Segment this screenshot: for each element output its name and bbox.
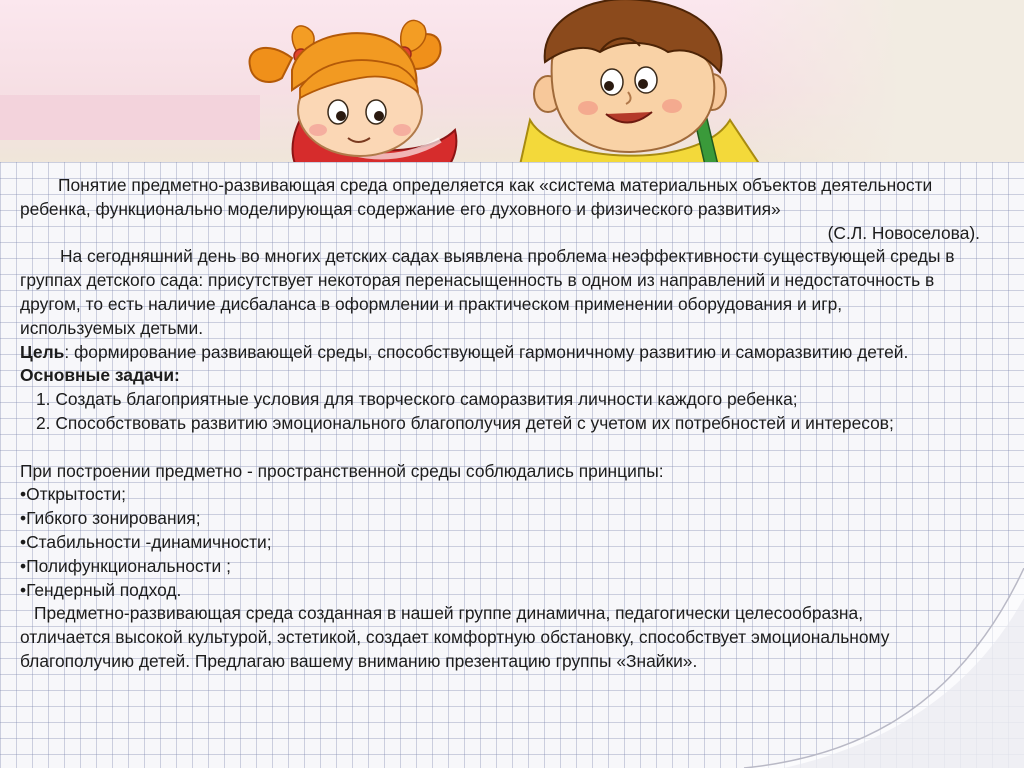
header-illustration [0, 0, 1024, 165]
tasks-heading: Основные задачи: [20, 365, 180, 386]
main-text [20, 174, 995, 674]
problem-line-2: группах детского сада: присутствует некоторая перенасыщенность в одном из направлений и недостаточность в [20, 270, 935, 291]
goal-paragraph [20, 341, 995, 365]
principles-intro: При построении предметно - пространственной среды соблюдались принципы: [20, 460, 664, 481]
principle-item-4: •Полифункциональности ; [20, 555, 231, 576]
girl-illustration [250, 20, 457, 165]
problem-line-4: используемых детьми. [20, 317, 204, 338]
intro-line-1: Понятие предметно-развивающая среда определяется как «система материальных объектов деятельности [58, 175, 933, 195]
conclusion-line-3: благополучию детей. Предлагаю вашему вниманию презентацию группы «Знайки». [20, 650, 698, 671]
intro-line-2: ребенка, функционально моделирующая содержание его духовного и физического развития» [20, 198, 781, 219]
goal-label: Цель [20, 341, 65, 362]
principle-item-5: •Гендерный подход. [20, 579, 182, 600]
problem-line-3: другом, то есть наличие дисбаланса в оформлении и практическом применении оборудования и игр, [20, 293, 843, 314]
conclusion-line-1: Предметно-развивающая среда созданная в нашей группе динамична, педагогически целесообразна, [34, 603, 864, 624]
conclusion-line-2: отличается высокой культурой, эстетикой, создает комфортную обстановку, способствует эмоциональному [20, 627, 890, 648]
principle-item-3: •Стабильности -динамичности; [20, 531, 272, 552]
goal-text: : формирование развивающей среды, способствующей гармоничному развитию и саморазвитию детей. [64, 341, 909, 362]
problem-line-1: На сегодняшний день во многих детских садах выявлена проблема неэффективности существующей среды в [60, 246, 955, 267]
principle-item-2: •Гибкого зонирования; [20, 508, 201, 529]
task-item-2: 2. Способствовать развитию эмоционального благополучия детей с учетом их потребностей и интересов; [36, 412, 894, 433]
boy-illustration [520, 0, 760, 165]
intro-attribution: (С.Л. Новоселова). [827, 222, 980, 243]
task-item-1: 1. Создать благоприятные условия для творческого саморазвития личности каждого ребенка; [36, 389, 798, 410]
blank-line [20, 436, 995, 460]
principle-item-1: •Открытости; [20, 484, 127, 505]
